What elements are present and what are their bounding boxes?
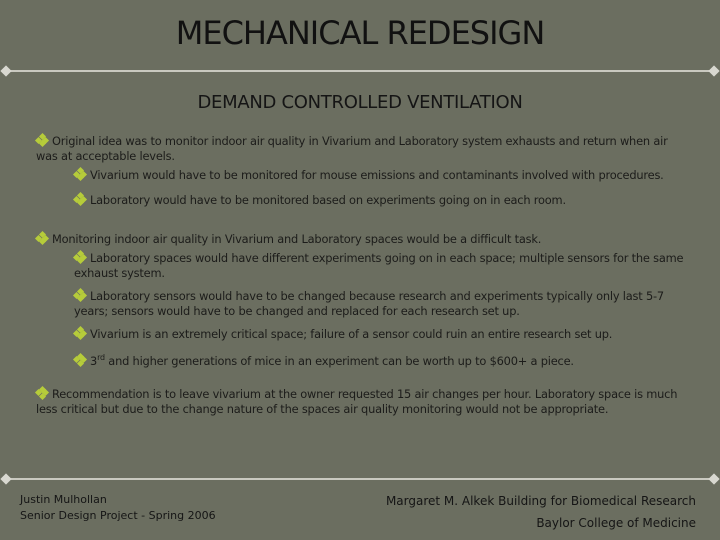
top-divider: [6, 70, 714, 72]
diamond-bullet-icon: [74, 327, 86, 339]
diamond-bullet-icon: [36, 232, 48, 244]
diamond-bullet-icon: [74, 354, 86, 366]
sub-bullet-item: Laboratory spaces would have different experiments going on in each space; multiple sensors for the same exhaust system.: [74, 251, 684, 280]
diamond-bullet-icon: [36, 387, 48, 399]
sub-bullet-item: Laboratory would have to be monitored based on experiments going on in each room.: [36, 193, 691, 208]
diamond-bullet-icon: [36, 134, 48, 146]
footer-college: Baylor College of Medicine: [536, 516, 696, 530]
sub-bullet-item: 3rd and higher generations of mice in an experiment can be worth up to $600+ a piece.: [36, 350, 691, 369]
divider-end-left-icon: [0, 473, 11, 484]
footer-author: Justin Mulhollan: [20, 493, 107, 506]
divider-end-right-icon: [708, 473, 719, 484]
bullet-item: Original idea was to monitor indoor air quality in Vivarium and Laboratory system exhausts and return when air was at acceptable levels.: [36, 134, 668, 163]
diamond-bullet-icon: [74, 289, 86, 301]
divider-end-right-icon: [708, 65, 719, 76]
footer-project: Senior Design Project - Spring 2006: [20, 509, 216, 522]
slide-subtitle: DEMAND CONTROLLED VENTILATION: [197, 92, 523, 113]
diamond-bullet-icon: [74, 168, 86, 180]
sub-bullet-item: Vivarium would have to be monitored for mouse emissions and contaminants involved with procedures.: [36, 168, 691, 183]
bullet-list: [36, 134, 691, 421]
divider-end-left-icon: [0, 65, 11, 76]
bullet-item: Recommendation is to leave vivarium at the owner requested 15 air changes per hour. Laboratory space is much less critical but due to the change nature of the spaces air quality monitoring would not be appropriate.: [36, 386, 678, 416]
footer-author-block: [20, 492, 216, 524]
slide-title: MECHANICAL REDESIGN: [175, 14, 545, 52]
sub-bullet-item: Vivarium is an extremely critical space; failure of a sensor could ruin an entire research set up.: [36, 327, 691, 342]
bullet-item: Monitoring indoor air quality in Vivarium and Laboratory spaces would be a difficult task.: [36, 232, 691, 247]
footer-building: Margaret M. Alkek Building for Biomedical Research: [385, 494, 696, 508]
diamond-bullet-icon: [74, 193, 86, 205]
sub-bullet-item: Laboratory sensors would have to be changed because research and experiments typically only last 5-7 years; sensors would have to be changed and replaced for each research set up.: [74, 289, 664, 318]
bottom-divider: [6, 478, 714, 480]
diamond-bullet-icon: [74, 251, 86, 263]
